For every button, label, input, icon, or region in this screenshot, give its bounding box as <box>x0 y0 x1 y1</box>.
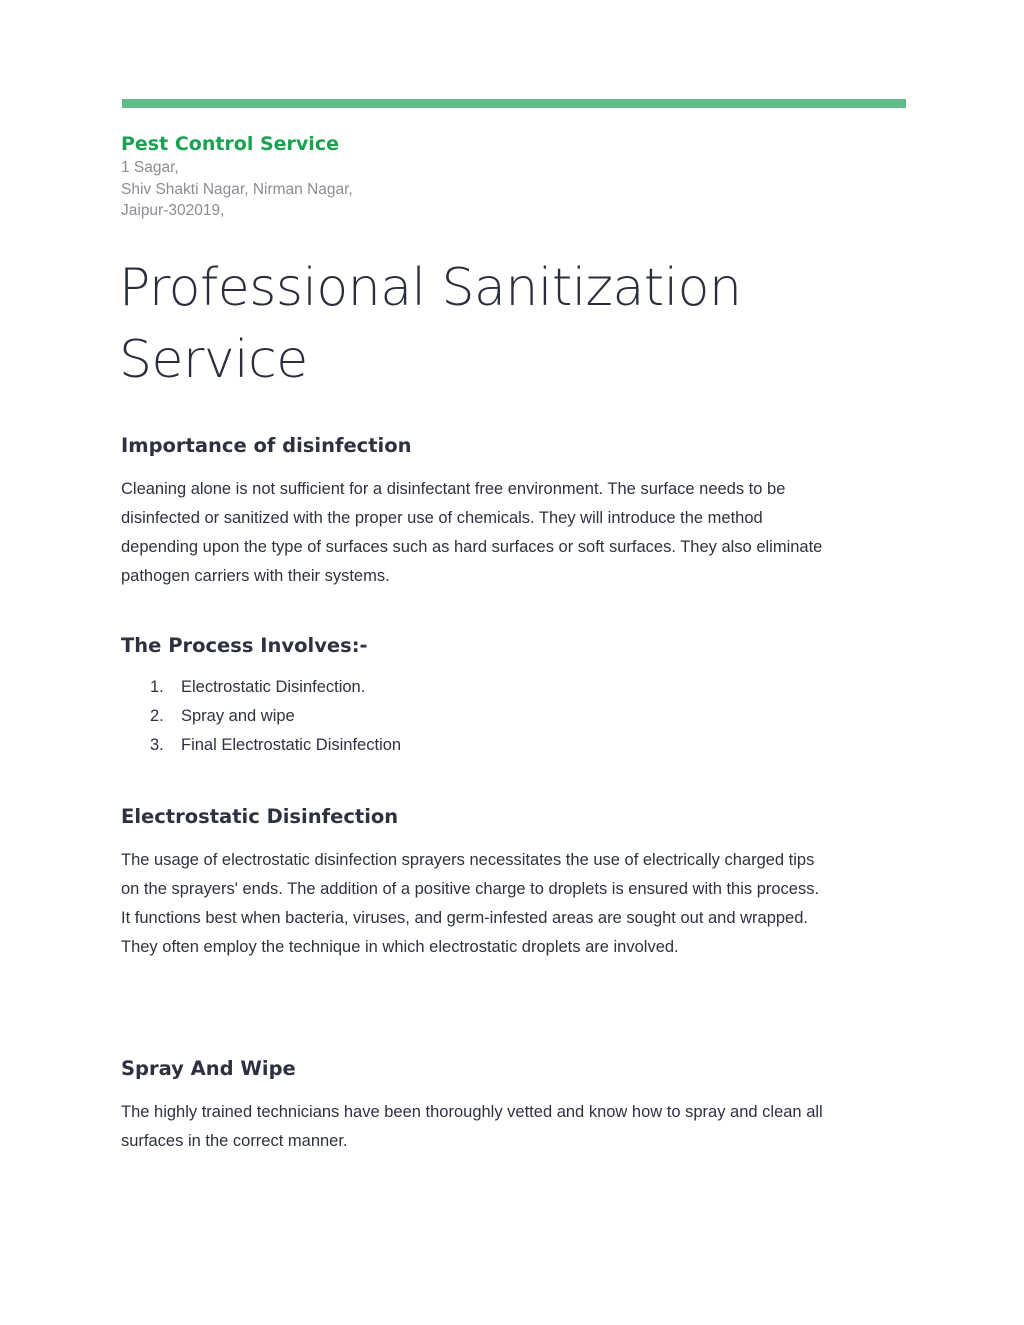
document-title <box>119 252 919 396</box>
list-item <box>121 702 911 731</box>
importance-line: depending upon the type of surfaces such as hard surfaces or soft surfaces. They also eliminate <box>121 538 823 556</box>
company-name: Pest Control Service <box>121 133 339 155</box>
spray-wipe-line: surfaces in the correct manner. <box>121 1132 348 1150</box>
importance-heading: Importance of disinfection <box>121 434 412 457</box>
list-item <box>121 673 911 702</box>
address-line-3: Jaipur-302019, <box>121 202 225 219</box>
electrostatic-line: The usage of electrostatic disinfection sprayers necessitates the use of electrically charged tips <box>121 851 815 869</box>
list-item-text: Spray and wipe <box>181 707 295 725</box>
spray-wipe-line: The highly trained technicians have been thoroughly vetted and know how to spray and clean all <box>121 1103 823 1121</box>
list-item-text: Electrostatic Disinfection. <box>181 678 366 696</box>
spray-wipe-paragraph <box>121 1098 911 1156</box>
list-number: 1. <box>150 678 164 696</box>
electrostatic-line: They often employ the technique in which electrostatic droplets are involved. <box>121 938 679 956</box>
process-heading: The Process Involves:- <box>121 634 368 657</box>
title-line-1: Professional Sanitization <box>119 258 742 318</box>
list-item-text: Final Electrostatic Disinfection <box>181 736 402 754</box>
list-item <box>121 731 911 760</box>
process-list <box>121 673 911 760</box>
title-line-2: Service <box>119 330 308 390</box>
process-section <box>121 632 911 760</box>
importance-line: disinfected or sanitized with the proper use of chemicals. They will introduce the method <box>121 509 763 527</box>
importance-paragraph <box>121 475 911 591</box>
company-block <box>121 131 905 222</box>
electrostatic-line: It functions best when bacteria, viruses, and germ-infested areas are sought out and wrapped. <box>121 909 808 927</box>
header-accent-bar <box>122 99 906 108</box>
spray-wipe-section <box>121 1055 911 1156</box>
importance-line: Cleaning alone is not sufficient for a disinfectant free environment. The surface needs to be <box>121 480 786 498</box>
electrostatic-section <box>121 803 911 962</box>
address-line-1: 1 Sagar, <box>121 159 179 176</box>
importance-section <box>121 432 911 591</box>
importance-line: pathogen carriers with their systems. <box>121 567 390 585</box>
electrostatic-paragraph <box>121 846 911 962</box>
list-number: 2. <box>150 707 164 725</box>
electrostatic-heading: Electrostatic Disinfection <box>121 805 399 828</box>
address-line-2: Shiv Shakti Nagar, Nirman Nagar, <box>121 180 353 198</box>
spray-wipe-heading: Spray And Wipe <box>121 1057 296 1080</box>
list-number: 3. <box>150 736 164 754</box>
electrostatic-line: on the sprayers' ends. The addition of a positive charge to droplets is ensured with this process. <box>121 880 820 898</box>
